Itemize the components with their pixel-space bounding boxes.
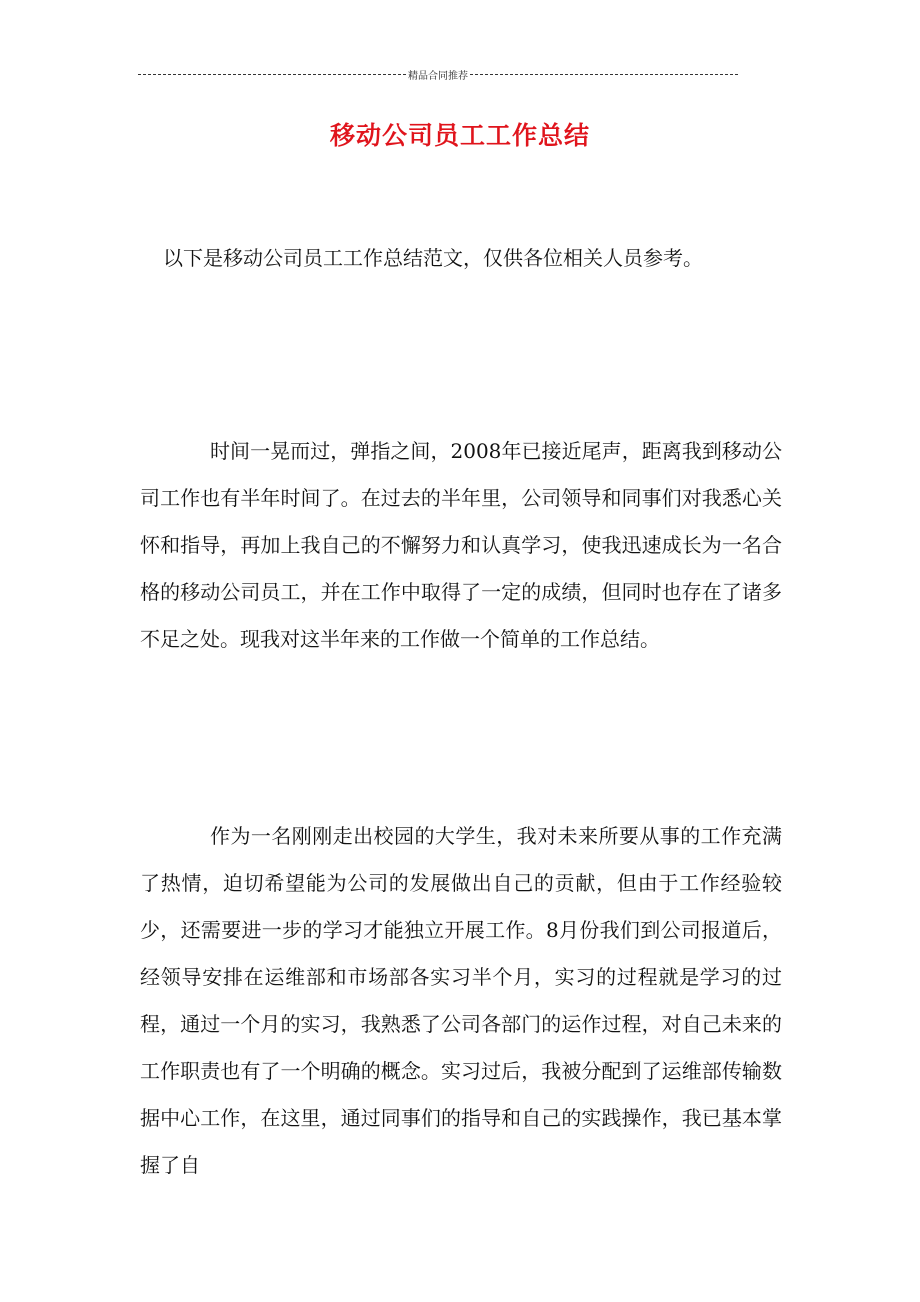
document-title: 移动公司员工工作总结 xyxy=(329,121,590,150)
body-paragraph-2: 作为一名刚刚走出校园的大学生，我对未来所要从事的工作充满了热情，迫切希望能为公司的发展做出自己的贡献，但由于工作经验较少，还需要进一步的学习才能独立开展工作。8月份我们到公司报道后，经领导安排在运维部和市场部各实习半个月，实习的过程就是学习的过程，通过一个月的实习，我熟悉了公司各部门的运作过程，对自己未来的工作职责也有了一个明确的概念。实习过后，我被分配到了运维部传输数据中心工作，在这里，通过同事们的指导和自己的实践操作，我已基本掌握了自 xyxy=(140,824,782,1177)
header-rule-left xyxy=(138,74,406,75)
header-label: 精品合同推荐 xyxy=(408,70,468,82)
page-header xyxy=(138,66,738,82)
header-rule-right xyxy=(470,74,738,75)
body-paragraph-1: 时间一晃而过，弹指之间，2008年已接近尾声，距离我到移动公司工作也有半年时间了。在过去的半年里，公司领导和同事们对我悉心关怀和指导，再加上我自己的不懈努力和认真学习，使我迅速成长为一名合格的移动公司员工，并在工作中取得了一定的成绩，但同时也存在了诸多不足之处。现我对这半年来的工作做一个简单的工作总结。 xyxy=(140,439,782,651)
intro-paragraph: 以下是移动公司员工工作总结范文，仅供各位相关人员参考。 xyxy=(163,246,703,270)
